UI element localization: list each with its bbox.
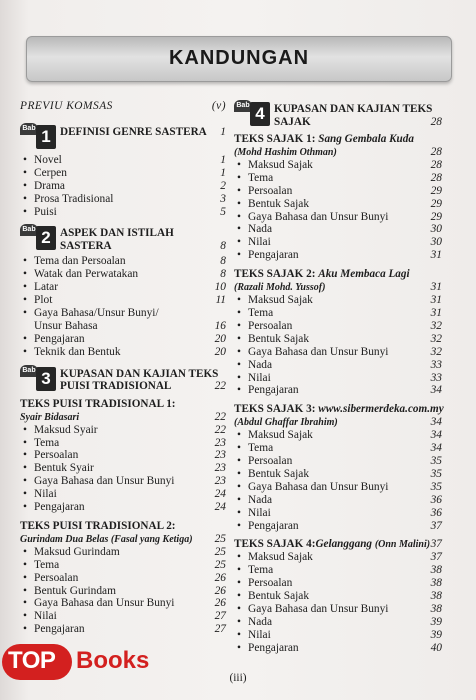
toc-item[interactable]: • Bentuk Gurindam 26 xyxy=(20,585,226,598)
toc-item[interactable]: • Tema 34 xyxy=(234,442,442,455)
chapter-page: 1 xyxy=(220,125,226,138)
toc-item[interactable]: • Persoalan 38 xyxy=(234,577,442,590)
toc-item[interactable]: • Prosa Tradisional 3 xyxy=(20,193,226,206)
toc-item[interactable]: • Maksud Gurindam 25 xyxy=(20,546,226,559)
section-heading[interactable]: TEKS PUISI TRADISIONAL 2: xyxy=(20,519,176,532)
chapter-title: KUPASAN DAN KAJIAN TEKS xyxy=(274,103,433,115)
toc-item[interactable]: • Teknik dan Bentuk 20 xyxy=(20,346,226,359)
toc-entry-page: (v) xyxy=(211,100,226,112)
section-heading[interactable]: TEKS PUISI TRADISIONAL 1: xyxy=(20,397,176,410)
chapter-page: 8 xyxy=(220,239,226,252)
logo-text-top: TOP xyxy=(8,647,56,674)
title-banner xyxy=(26,36,452,82)
toc-item[interactable]: • Plot 11 xyxy=(20,294,226,307)
toc-item[interactable]: • Nada 30 xyxy=(234,223,442,236)
toc-item[interactable]: • Drama 2 xyxy=(20,180,226,193)
toc-item[interactable]: • Watak dan Perwatakan 8 xyxy=(20,268,226,281)
toc-item[interactable]: Unsur Bahasa 16 xyxy=(34,319,226,332)
chapter-title: KUPASAN DAN KAJIAN TEKS xyxy=(60,367,219,380)
toc-item[interactable]: • Bentuk Syair 23 xyxy=(20,462,226,475)
chapter-heading-3[interactable] xyxy=(20,365,226,393)
toc-item[interactable]: • Persoalan 29 xyxy=(234,185,442,198)
toc-item[interactable]: • Maksud Sajak 34 xyxy=(234,429,442,442)
toc-item[interactable]: • Gaya Bahasa dan Unsur Bunyi 26 xyxy=(20,597,226,610)
section-subtitle-row[interactable]: Syair Bidasari 22 xyxy=(20,410,226,423)
toc-item[interactable]: • Pengajaran 37 xyxy=(234,520,442,533)
toc-item[interactable]: • Gaya Bahasa/Unsur Bunyi/ xyxy=(20,307,226,320)
toc-item[interactable]: • Persoalan 35 xyxy=(234,455,442,468)
topbooks-watermark-logo xyxy=(0,640,190,684)
chapter-page: 28 xyxy=(430,115,442,128)
toc-item[interactable]: • Bentuk Sajak 38 xyxy=(234,590,442,603)
toc-item[interactable]: • Bentuk Sajak 29 xyxy=(234,198,442,211)
toc-item[interactable]: • Nilai 30 xyxy=(234,236,442,249)
toc-item[interactable]: • Tema 25 xyxy=(20,559,226,572)
toc-right-column xyxy=(234,100,442,655)
chapter-title: ASPEK DAN ISTILAH xyxy=(60,227,174,240)
toc-item[interactable]: • Novel 1 xyxy=(20,154,226,167)
section-subtitle-row[interactable]: Gurindam Dua Belas (Fasal yang Ketiga) 25 xyxy=(20,532,226,545)
toc-item[interactable]: • Maksud Sajak 37 xyxy=(234,551,442,564)
toc-section xyxy=(234,268,442,397)
toc-item[interactable]: • Gaya Bahasa dan Unsur Bunyi 38 xyxy=(234,603,442,616)
toc-section xyxy=(234,403,442,532)
chapter-badge: Bab 1 xyxy=(20,123,60,151)
toc-item[interactable]: • Gaya Bahasa dan Unsur Bunyi 35 xyxy=(234,481,442,494)
toc-item[interactable]: • Bentuk Sajak 35 xyxy=(234,468,442,481)
toc-item[interactable]: • Persoalan 23 xyxy=(20,449,226,462)
toc-item[interactable]: • Maksud Syair 22 xyxy=(20,424,226,437)
toc-item[interactable]: • Pengajaran 20 xyxy=(20,333,226,346)
chapter-title: SASTERA xyxy=(60,239,112,252)
chapter-title: DEFINISI GENRE SASTERA xyxy=(60,125,207,138)
toc-item[interactable]: • Gaya Bahasa dan Unsur Bunyi 23 xyxy=(20,475,226,488)
toc-item[interactable]: • Pengajaran 31 xyxy=(234,249,442,262)
page-number: (iii) xyxy=(229,672,247,684)
section-author-row[interactable]: (Mohd Hashim Othman) 28 xyxy=(234,145,442,158)
toc-item[interactable]: • Maksud Sajak 31 xyxy=(234,294,442,307)
toc-item[interactable]: • Tema 28 xyxy=(234,172,442,185)
toc-item[interactable]: • Gaya Bahasa dan Unsur Bunyi 32 xyxy=(234,346,442,359)
toc-item[interactable]: • Nilai 24 xyxy=(20,488,226,501)
chapter-page: 22 xyxy=(214,380,226,393)
toc-section xyxy=(234,538,442,654)
toc-item[interactable]: • Persoalan 26 xyxy=(20,572,226,585)
chapter-title: PUISI TRADISIONAL xyxy=(60,380,172,393)
toc-entry-label: PREVIU KOMSAS xyxy=(20,100,113,112)
toc-item[interactable]: • Nilai 27 xyxy=(20,610,226,623)
toc-item[interactable]: • Bentuk Sajak 32 xyxy=(234,333,442,346)
section-author-row[interactable]: (Razali Mohd. Yussof) 31 xyxy=(234,281,442,294)
toc-item[interactable]: • Tema 31 xyxy=(234,307,442,320)
section-heading[interactable]: TEKS SAJAK 1: Sang Gembala Kuda xyxy=(234,133,414,145)
chapter-heading-1[interactable] xyxy=(20,123,226,151)
toc-item[interactable]: • Puisi 5 xyxy=(20,206,226,219)
toc-item[interactable]: • Nilai 33 xyxy=(234,372,442,385)
toc-item[interactable]: • Pengajaran 40 xyxy=(234,642,442,655)
toc-item[interactable]: • Cerpen 1 xyxy=(20,167,226,180)
toc-item[interactable]: • Nada 33 xyxy=(234,359,442,372)
toc-item[interactable]: • Pengajaran 24 xyxy=(20,501,226,514)
toc-item[interactable]: • Tema 23 xyxy=(20,437,226,450)
toc-section xyxy=(20,398,226,514)
logo-text-books: Books xyxy=(76,647,150,674)
page-title: KANDUNGAN xyxy=(168,47,310,69)
chapter-badge: Bab 3 xyxy=(20,365,60,393)
chapter-badge: Bab 2 xyxy=(20,224,60,252)
toc-item[interactable]: • Persoalan 32 xyxy=(234,320,442,333)
toc-item[interactable]: • Maksud Sajak 28 xyxy=(234,159,442,172)
toc-section xyxy=(20,520,226,636)
section-heading[interactable]: TEKS SAJAK 3: www.sibermerdeka.com.my xyxy=(234,403,444,416)
toc-item[interactable]: • Tema 38 xyxy=(234,564,442,577)
toc-item[interactable]: • Nada 36 xyxy=(234,494,442,507)
toc-item[interactable]: • Nada 39 xyxy=(234,616,442,629)
chapter-title: SAJAK xyxy=(274,115,311,128)
toc-item[interactable]: • Tema dan Persoalan 8 xyxy=(20,255,226,268)
toc-left-column xyxy=(20,100,226,636)
toc-entry-previu[interactable] xyxy=(20,100,226,113)
section-heading[interactable]: TEKS SAJAK 4: Gelanggang (Onn Malini) 37 xyxy=(234,538,442,551)
section-author-row[interactable]: (Abdul Ghaffar Ibrahim) 34 xyxy=(234,416,442,429)
toc-item[interactable]: • Gaya Bahasa dan Unsur Bunyi 29 xyxy=(234,211,442,224)
toc-item[interactable]: • Pengajaran 27 xyxy=(20,623,226,636)
chapter-heading-4[interactable] xyxy=(234,100,442,128)
toc-section xyxy=(234,133,442,262)
chapter-heading-2[interactable] xyxy=(20,224,226,252)
section-heading[interactable]: TEKS SAJAK 2: Aku Membaca Lagi xyxy=(234,268,410,281)
toc-item[interactable]: • Pengajaran 34 xyxy=(234,384,442,397)
toc-item[interactable]: • Nilai 39 xyxy=(234,629,442,642)
toc-item[interactable]: • Latar 10 xyxy=(20,281,226,294)
toc-item[interactable]: • Nilai 36 xyxy=(234,507,442,520)
chapter-badge: Bab 4 xyxy=(234,100,274,128)
